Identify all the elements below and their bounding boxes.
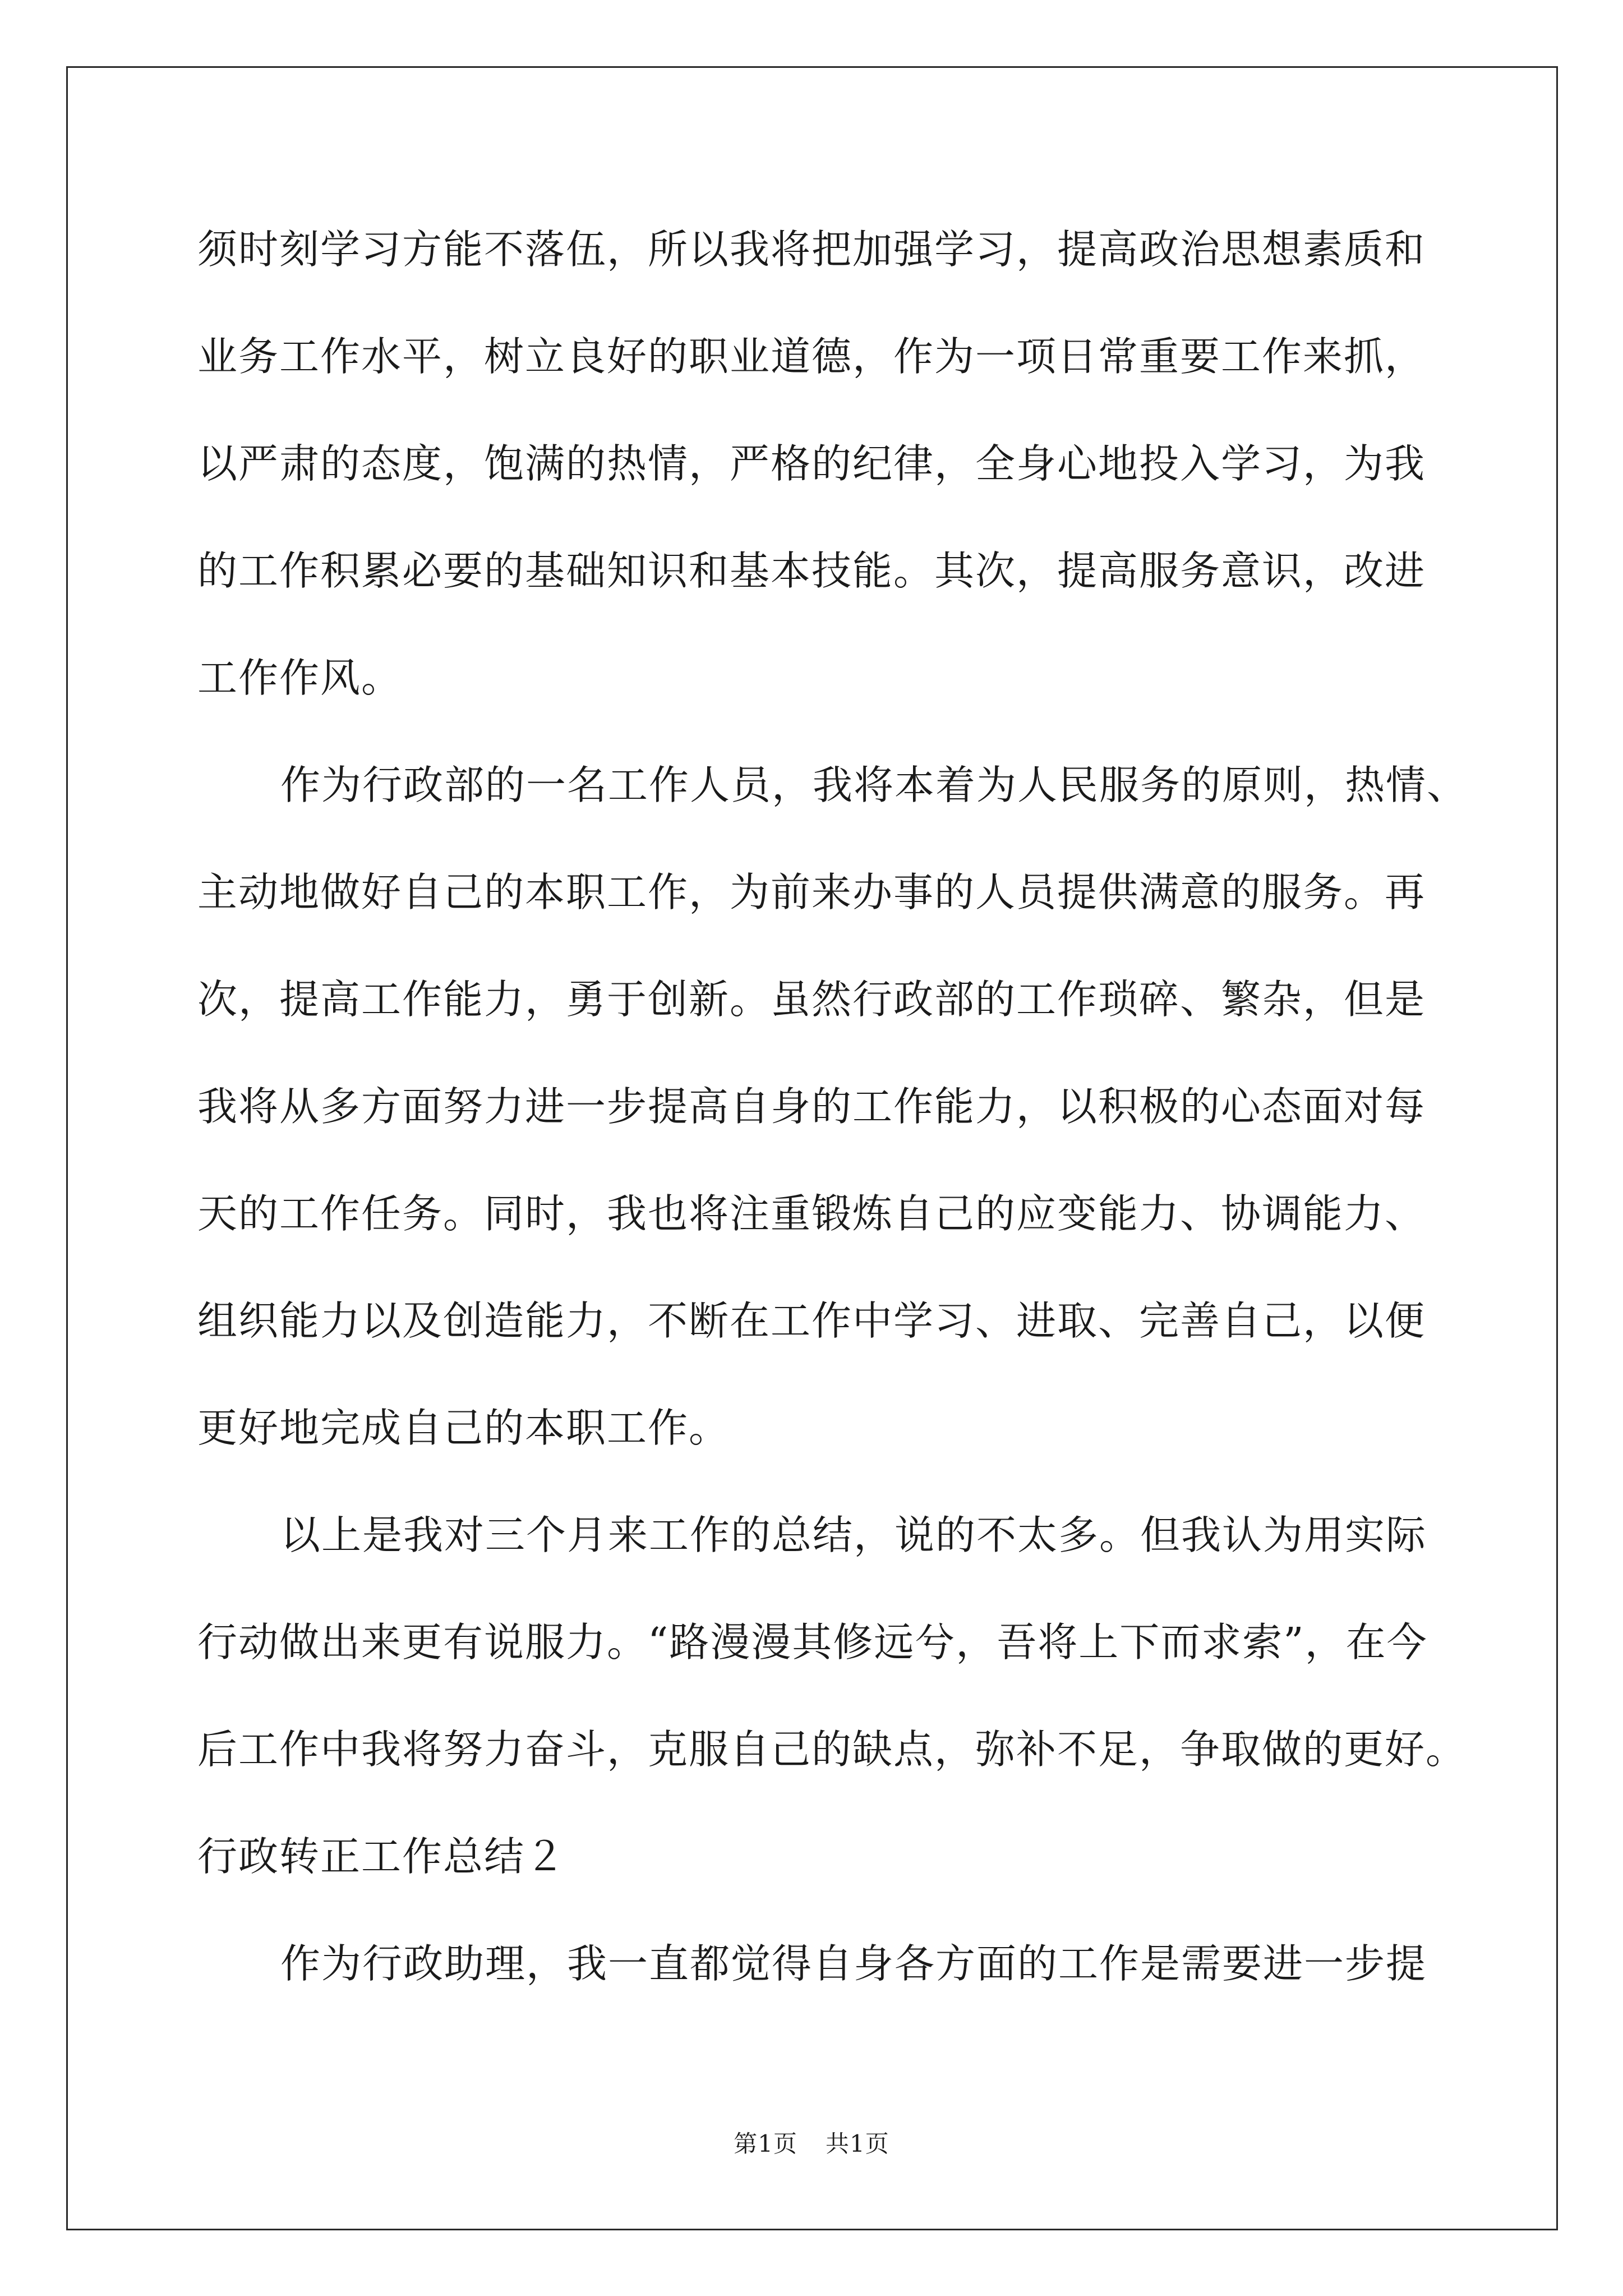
text-line: 天的工作任务。同时，我也将注重锻炼自己的应变能力、协调能力、	[197, 1190, 1426, 1237]
text-line: 后工作中我将努力奋斗，克服自己的缺点，弥补不足，争取做的更好。	[197, 1726, 1467, 1773]
text-line: 以上是我对三个月来工作的总结，说的不太多。但我认为用实际	[280, 1512, 1427, 1558]
page-footer	[0, 2127, 1623, 2161]
text-line: 的工作积累必要的基础知识和基本技能。其次，提高服务意识，改进	[197, 547, 1426, 594]
text-line: 组织能力以及创造能力，不断在工作中学习、进取、完善自己，以便	[197, 1297, 1426, 1344]
text-line: 行动做出来更有说服力。“路漫漫其修远兮，吾将上下而求索”，在今	[197, 1619, 1428, 1665]
text-line: 工作作风。	[197, 655, 403, 701]
text-line: 作为行政助理，我一直都觉得自身各方面的工作是需要进一步提	[280, 1940, 1427, 1987]
text-line: 次，提高工作能力，勇于创新。虽然行政部的工作琐碎、繁杂，但是	[197, 976, 1426, 1023]
document-body	[197, 208, 1468, 2029]
text-line: 以严肃的态度，饱满的热情，严格的纪律，全身心地投入学习，为我	[197, 440, 1426, 487]
text-line: 行政转正工作总结２	[197, 1833, 566, 1880]
text-line: 业务工作水平，树立良好的职业道德，作为一项日常重要工作来抓，	[197, 333, 1426, 380]
text-line: 更好地完成自己的本职工作。	[197, 1405, 730, 1451]
page-number-total: 共1页	[826, 2130, 889, 2157]
page-number-current: 第1页	[734, 2130, 797, 2157]
text-line: 主动地做好自己的本职工作，为前来办事的人员提供满意的服务。再	[197, 869, 1426, 915]
text-line: 作为行政部的一名工作人员，我将本着为人民服务的原则，热情、	[280, 762, 1468, 808]
text-line: 我将从多方面努力进一步提高自身的工作能力，以积极的心态面对每	[197, 1083, 1426, 1130]
text-line: 须时刻学习方能不落伍，所以我将把加强学习，提高政治思想素质和	[197, 226, 1426, 273]
